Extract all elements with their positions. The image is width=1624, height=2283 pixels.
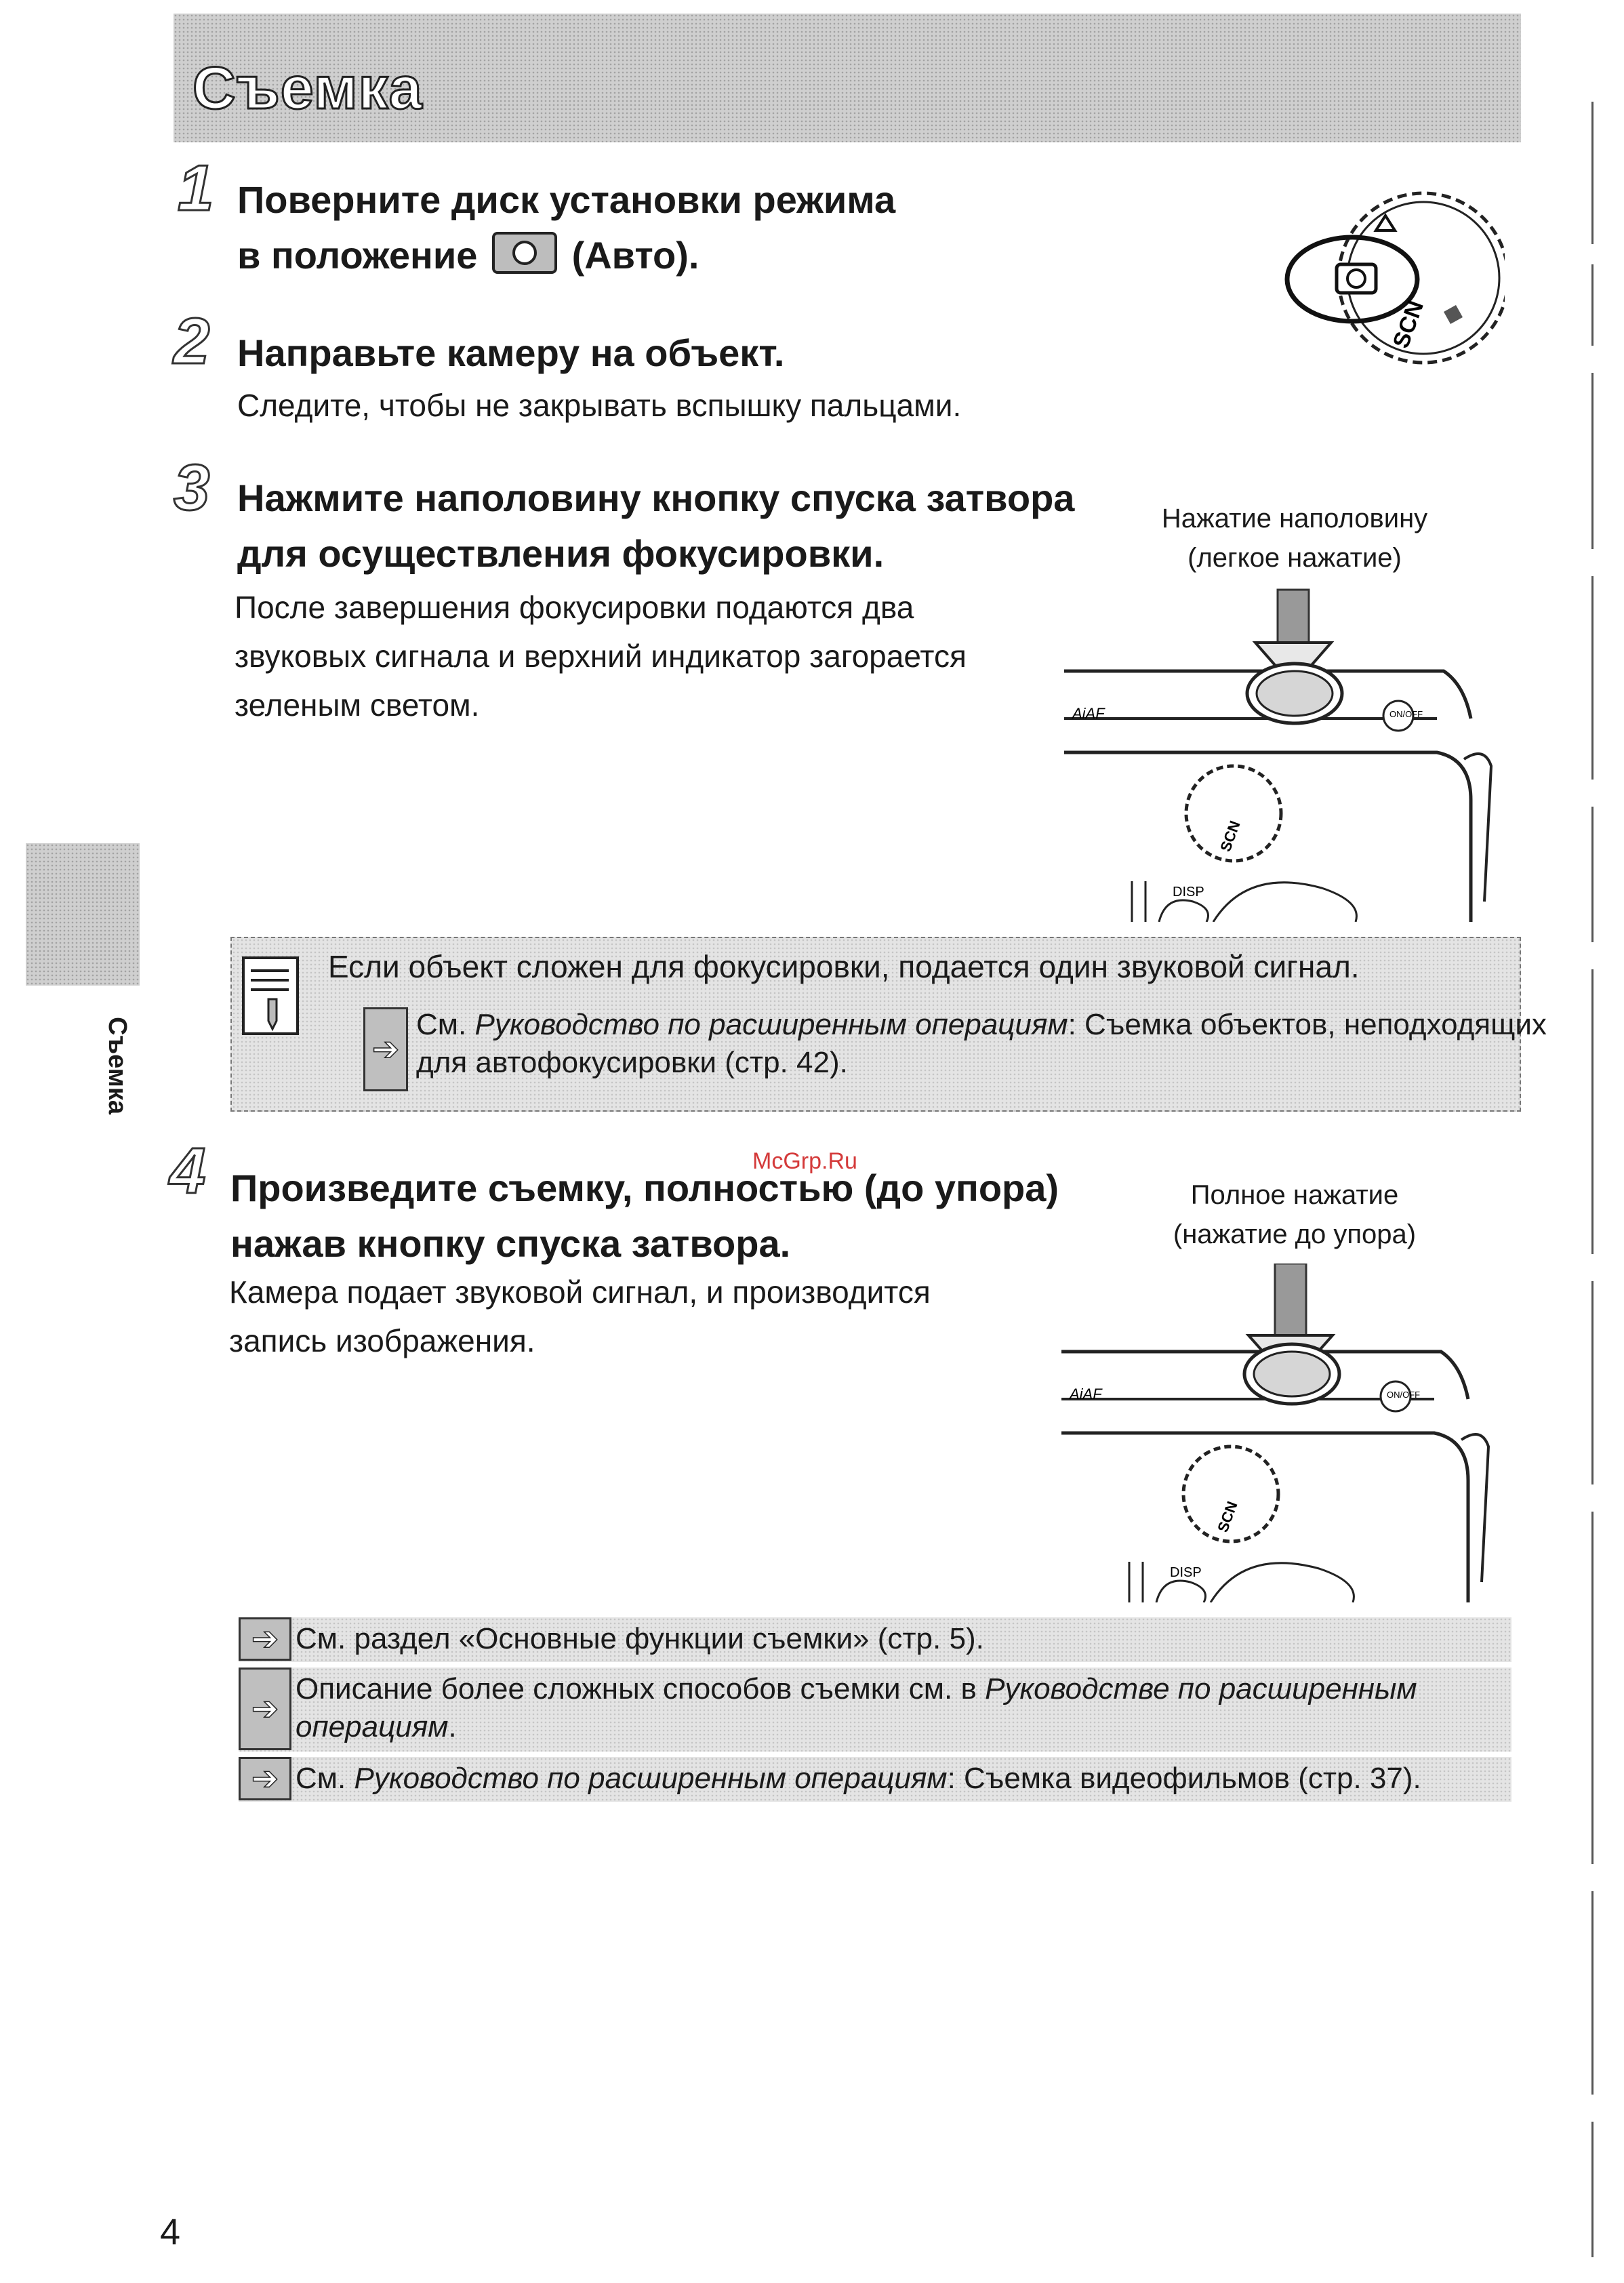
step-4-title-line1: Произведите съемку, полностью (до упора)	[230, 1167, 1059, 1209]
note-ref-line2: для автофокусировки (стр. 42).	[416, 1046, 848, 1079]
page-number: 4	[160, 2212, 181, 2252]
ref-2-arrow-icon: ➔	[239, 1668, 291, 1750]
ref-1-text: См. раздел «Основные функции съемки» (стр. 5).	[296, 1622, 984, 1655]
full-press-power-label: ON/OFF	[1387, 1390, 1421, 1400]
ref-2-pre: Описание более сложных способов съемки см. в	[296, 1672, 986, 1705]
half-press-model-label: AiAF	[1072, 705, 1105, 722]
ref-2-italic: Руководстве по расширенным	[985, 1672, 1417, 1705]
step-2-number: 2	[174, 305, 210, 378]
half-press-scn-label: SCN	[1217, 818, 1244, 854]
note-main-text: Если объект сложен для фокусировки, подается один звуковой сигнал.	[328, 949, 1360, 984]
step-1-title-line1: Поверните диск установки режима	[237, 178, 896, 221]
ref-3-pre: См.	[296, 1762, 354, 1795]
step-3-number: 3	[174, 451, 210, 524]
step-3-body-line1: После завершения фокусировки подаются два	[235, 590, 914, 625]
side-tab	[26, 843, 140, 986]
half-press-caption	[1152, 499, 1437, 578]
step-4-body-line1: Камера подает звуковой сигнал, и производится	[229, 1274, 931, 1310]
half-press-disp-label: DISP	[1173, 885, 1204, 900]
half-press-caption-line2: (легкое нажатие)	[1187, 543, 1402, 573]
note-ref-prefix: См.	[416, 1008, 475, 1041]
ref-1-arrow-icon: ➔	[239, 1617, 291, 1661]
mode-dial-figure	[1274, 183, 1505, 380]
ref-row-2	[239, 1668, 1511, 1752]
ref-2-line2-post: .	[448, 1710, 457, 1743]
ref-2-line2	[296, 1708, 457, 1746]
step-4-body-line2: запись изображения.	[229, 1323, 535, 1358]
memo-icon	[241, 956, 300, 1036]
ref-3-post: : Съемка видеофильмов (стр. 37).	[947, 1762, 1421, 1795]
step-3-title-line2: для осуществления фокусировки.	[237, 532, 885, 575]
step-3-body-line3: зеленым светом.	[235, 687, 480, 723]
reference-arrow-icon: ➔	[363, 1007, 408, 1091]
watermark: McGrp.Ru	[752, 1148, 857, 1174]
ref-3-italic: Руководство по расширенным операциям	[354, 1762, 948, 1795]
dial-scn-label: SCN	[1387, 297, 1429, 352]
step-1-title-pre: в положение	[237, 234, 478, 277]
step-4-number: 4	[169, 1135, 206, 1207]
step-3-title-line1: Нажмите наполовину кнопку спуска затвора	[237, 477, 1075, 519]
note-ref-line1	[416, 1006, 1547, 1044]
side-tab-label: Съемка	[103, 1017, 131, 1115]
ref-3-arrow-icon: ➔	[239, 1757, 291, 1800]
note-ref-rest: : Съемка объектов, неподходящих	[1068, 1008, 1547, 1041]
ref-2-line1	[296, 1670, 1417, 1708]
full-press-disp-label: DISP	[1170, 1565, 1202, 1580]
page-edge-line	[1591, 102, 1593, 2271]
step-4-title-line2: нажав кнопку спуска затвора.	[230, 1222, 791, 1265]
ref-2-line2-italic: операциям	[296, 1710, 449, 1743]
note-box	[230, 937, 1547, 1112]
note-ref-italic: Руководство по расширенным операциям	[474, 1008, 1068, 1041]
step-2-body: Следите, чтобы не закрывать вспышку пальцами.	[237, 388, 962, 423]
full-press-caption	[1152, 1175, 1437, 1254]
step-1-number: 1	[178, 152, 214, 224]
full-press-model-label: AiAF	[1070, 1386, 1102, 1402]
step-3-body-line2: звуковых сигнала и верхний индикатор загорается	[235, 639, 967, 674]
full-press-caption-line2: (нажатие до упора)	[1173, 1219, 1417, 1249]
step-1-title-post: (Авто).	[571, 234, 699, 277]
full-press-caption-line1: Полное нажатие	[1190, 1180, 1399, 1210]
section-title: Съемка	[192, 54, 423, 121]
half-press-power-label: ON/OFF	[1389, 709, 1423, 719]
full-press-camera-figure	[1055, 1264, 1502, 1602]
camera-auto-icon	[492, 232, 557, 274]
step-1-title-line2	[237, 228, 699, 283]
half-press-caption-line1: Нажатие наполовину	[1161, 504, 1428, 533]
ref-row-3	[239, 1757, 1511, 1802]
ref-row-1	[239, 1617, 1511, 1662]
section-header	[174, 14, 1521, 142]
ref-3-text	[296, 1760, 1421, 1798]
full-press-scn-label: SCN	[1214, 1499, 1241, 1535]
step-2-title: Направьте камеру на объект.	[237, 331, 785, 374]
half-press-camera-figure	[1057, 583, 1505, 922]
